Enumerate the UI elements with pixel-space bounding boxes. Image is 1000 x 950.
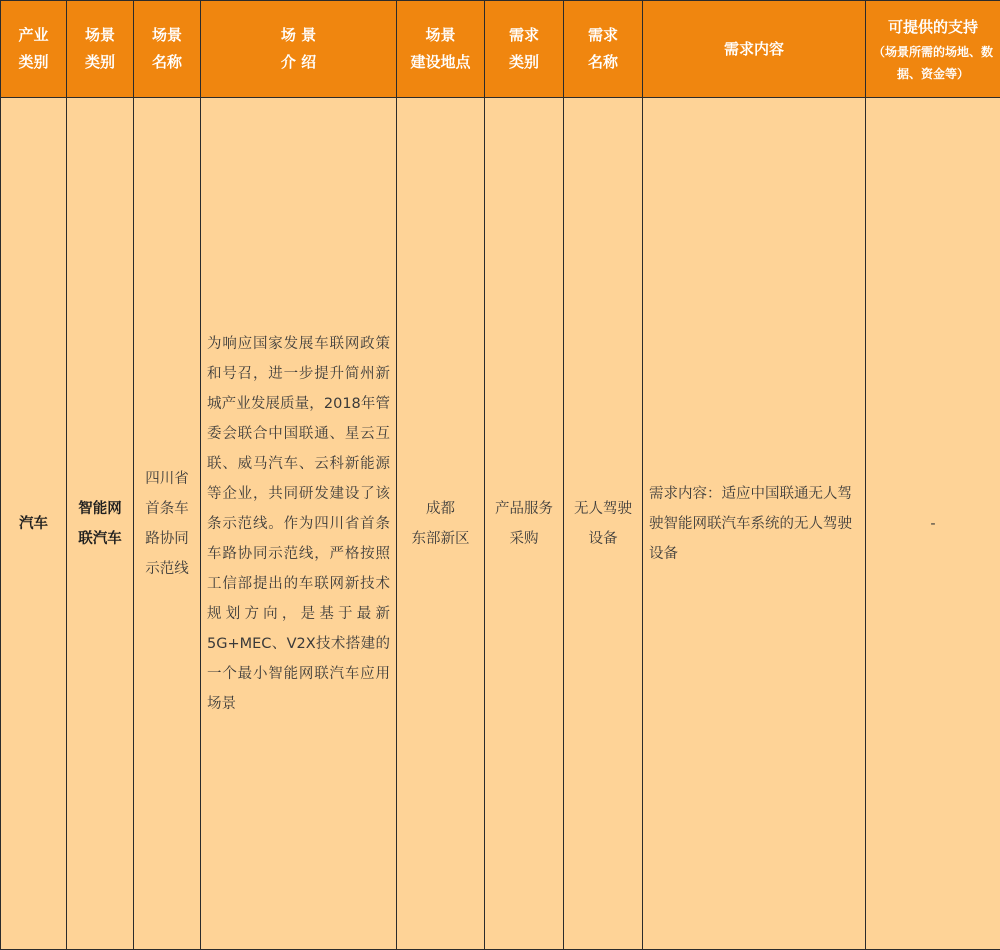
header-support: 可提供的支持 （场景所需的场地、数据、资金等）	[866, 1, 1000, 98]
table-row	[1, 98, 1000, 950]
header-scene-name: 场景 名称	[134, 1, 201, 98]
cell-demand-name: 无人驾驶 设备	[564, 98, 643, 950]
header-demand-content: 需求内容	[643, 1, 866, 98]
cell-industry: 汽车	[1, 98, 67, 950]
cell-support: -	[866, 98, 1000, 950]
header-demand-name: 需求 名称	[564, 1, 643, 98]
header-location: 场景 建设地点	[397, 1, 485, 98]
cell-scene-category: 智能网 联汽车	[67, 98, 134, 950]
header-demand-category: 需求 类别	[485, 1, 564, 98]
cell-demand-content: 需求内容：适应中国联通无人驾驶智能网联汽车系统的无人驾驶设备	[643, 98, 866, 950]
header-row	[1, 1, 1000, 98]
header-scene-intro: 场 景 介 绍	[201, 1, 397, 98]
header-support-note: （场景所需的场地、数据、资金等）	[872, 44, 993, 81]
header-industry-category: 产业 类别	[1, 1, 67, 98]
cell-scene-intro: 为响应国家发展车联网政策和号召，进一步提升简州新城产业发展质量，2018年管委会联合中国联通、星云互联、威马汽车、云科新能源等企业，共同研发建设了该条示范线。作为四川省首条车路协同示范线，严格按照工信部提出的车联网新技术规划方向，是基于最新5G+MEC、V2X技术搭建的一个最小智能网联汽车应用场景	[201, 98, 397, 950]
cell-demand-category: 产品服务 采购	[485, 98, 564, 950]
cell-scene-name: 四川省 首条车 路协同 示范线	[134, 98, 201, 950]
cell-location: 成都 东部新区	[397, 98, 485, 950]
header-scene-category: 场景 类别	[67, 1, 134, 98]
